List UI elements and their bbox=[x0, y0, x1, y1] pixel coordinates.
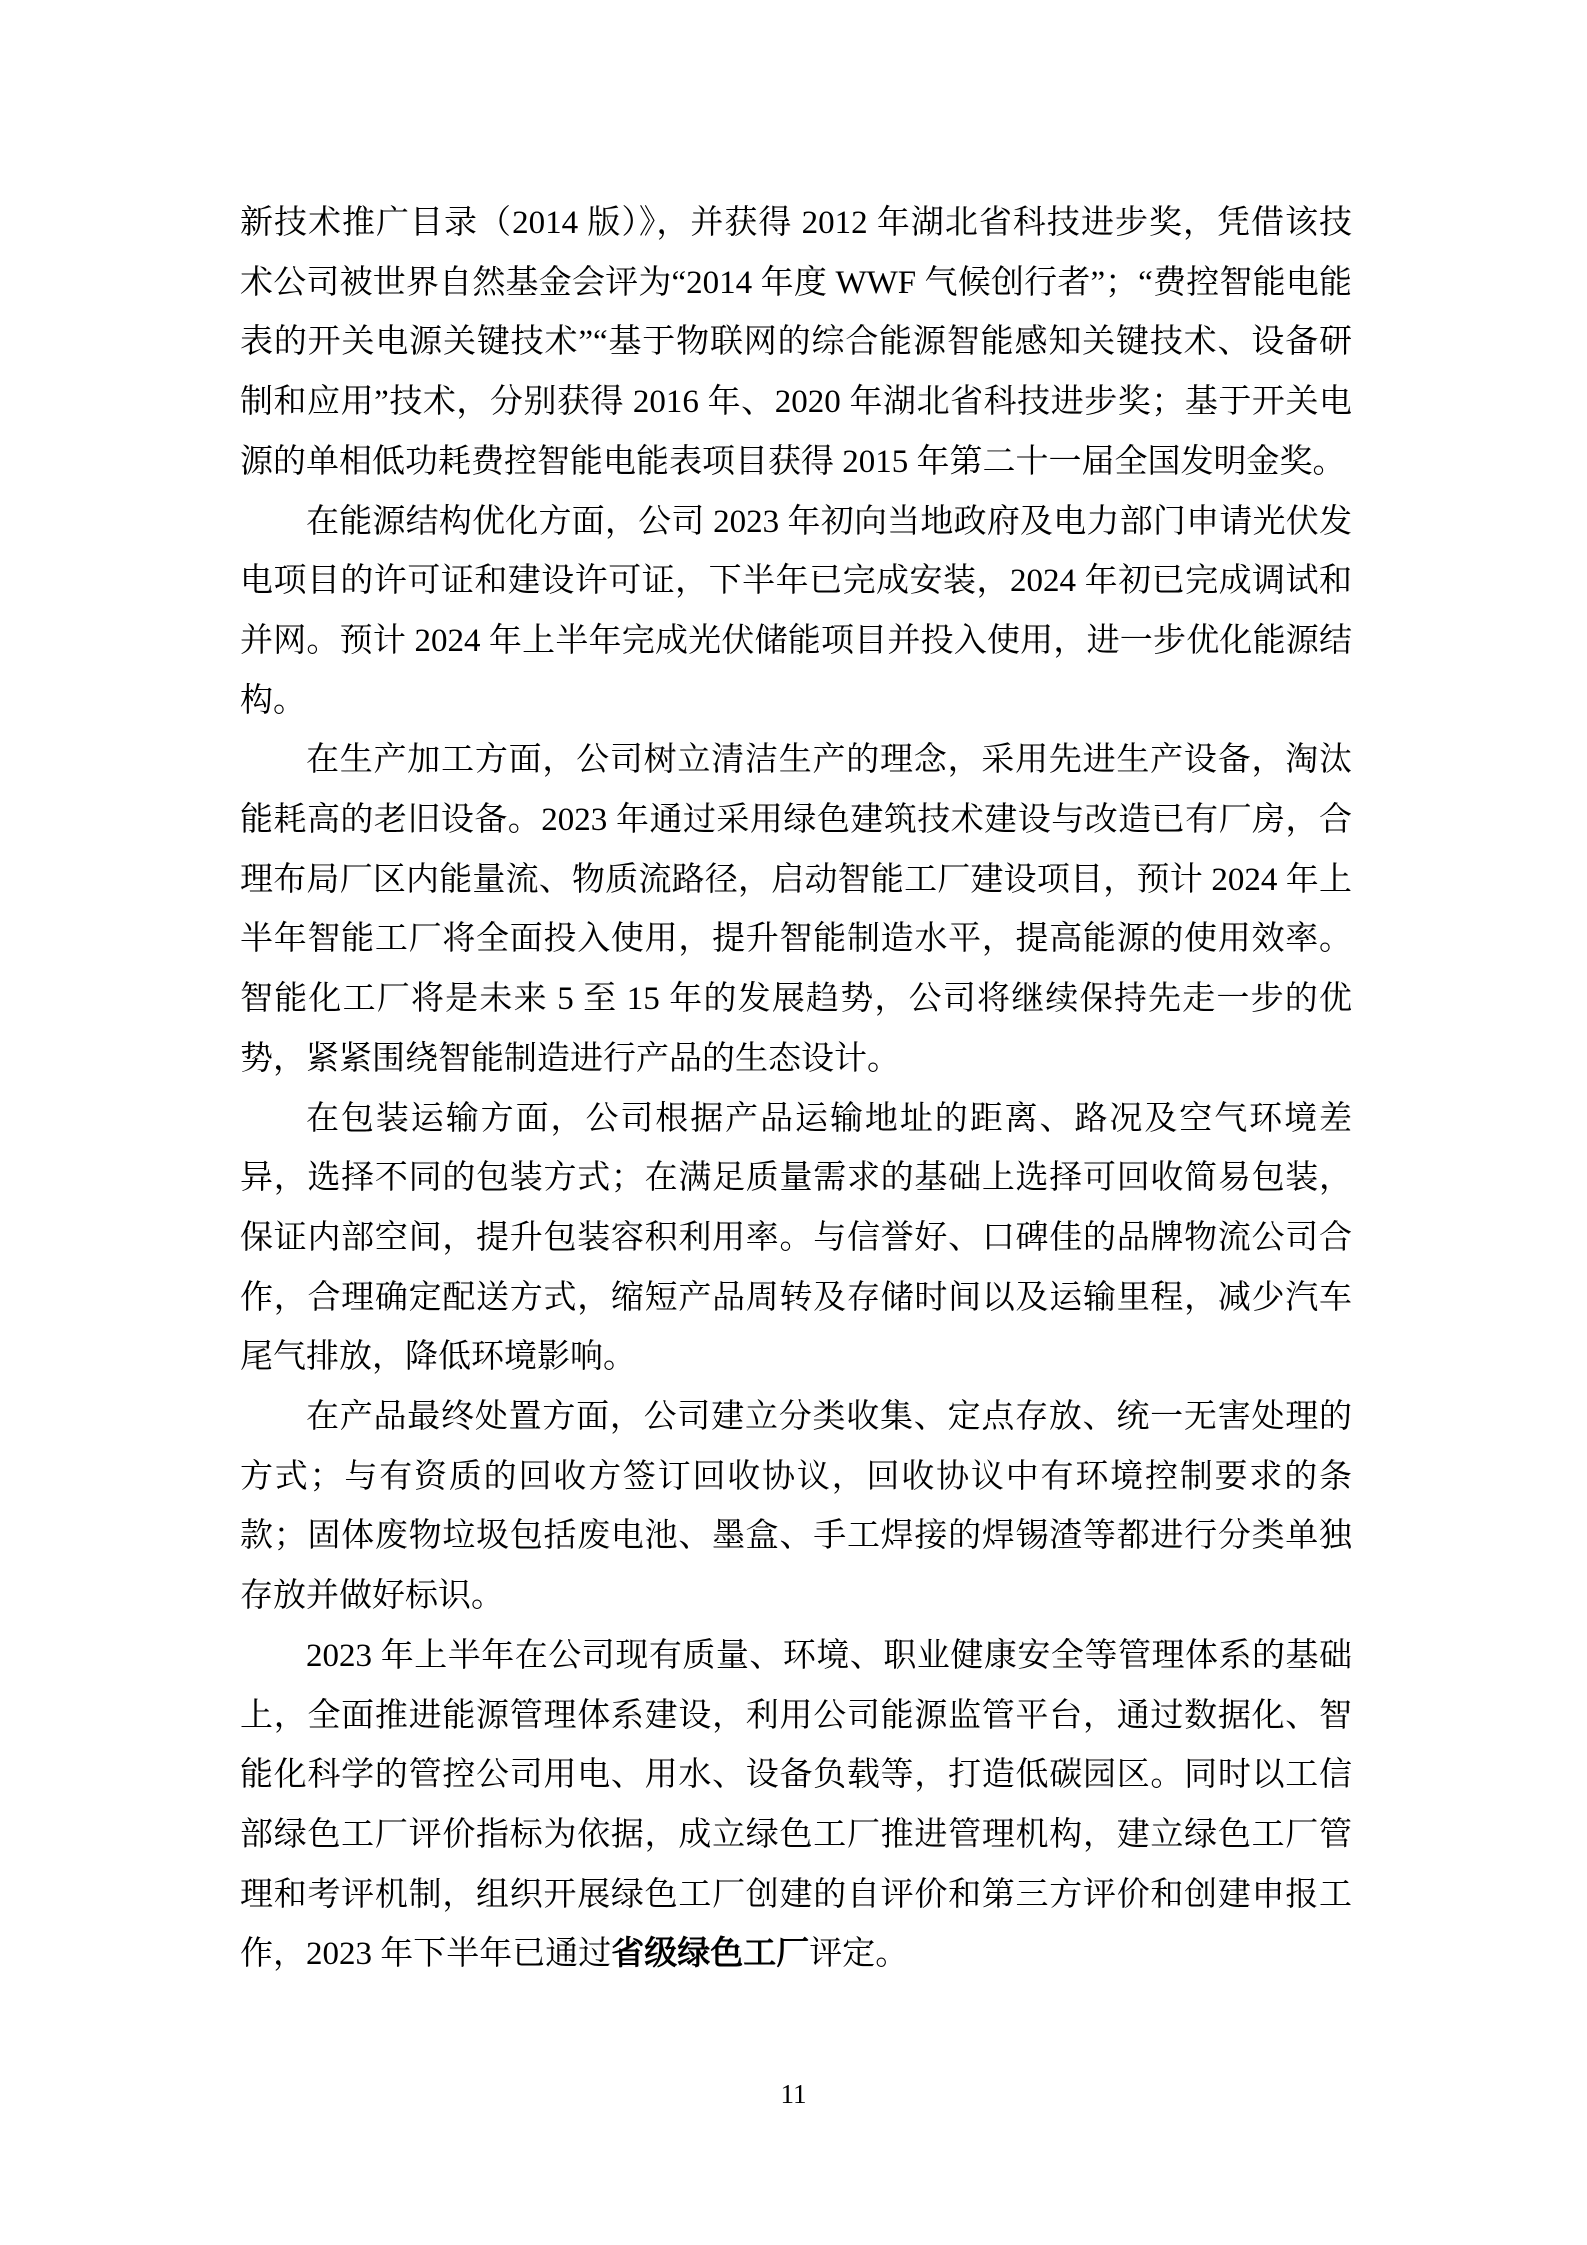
paragraph-energy-structure: 在能源结构优化方面，公司 2023 年初向当地政府及电力部门申请光伏发电项目的许可证和建设许可证，下半年已完成安装，2024 年初已完成调试和并网。预计 2024 年上半年完成光伏储能项目并投入使用，进一步优化能源结构。 bbox=[240, 503, 1352, 719]
provincial-green-factory-bold-text: 省级绿色工厂 bbox=[611, 1936, 810, 1973]
closing-paragraph-text-before: 2023 年上半年在公司现有质量、环境、职业健康安全等管理体系的基础上，全面推进能源管理体系建设，利用公司能源监管平台，通过数据化、智能化科学的管控公司用电、用水、设备负载等，打造低碳园区。同时以工信部绿色工厂评价指标为依据，成立绿色工厂推进管理机构，建立绿色工厂管理和考评机制，组织开展绿色工厂创建的自评价和第三方评价和创建申报工作，2023 年下半年已通过 bbox=[240, 1637, 1352, 1973]
paragraph-final-disposal: 在产品最终处置方面，公司建立分类收集、定点存放、统一无害处理的方式；与有资质的回收方签订回收协议，回收协议中有环境控制要求的条款；固体废物垃圾包括废电池、墨盒、手工焊接的焊锡渣等都进行分类单独存放并做好标识。 bbox=[240, 1399, 1352, 1615]
paragraph-production-processing: 在生产加工方面，公司树立清洁生产的理念，采用先进生产设备，淘汰能耗高的老旧设备。2023 年通过采用绿色建筑技术建设与改造已有厂房，合理布局厂区内能量流、物质流路径，启动智能工厂建设项目，预计 2024 年上半年智能工厂将全面投入使用，提升智能制造水平，提高能源的使用效率。智能化工厂将是未来 5 至 15 年的发展趋势，公司将继续保持先走一步的优势，紧紧围绕智能制造进行产品的生态设计。 bbox=[240, 742, 1352, 1077]
paragraph-management-system bbox=[240, 1627, 1352, 1985]
closing-paragraph-text-after: 评定。 bbox=[809, 1936, 909, 1973]
paragraph-awards-continuation: 新技术推广目录（2014 版）》，并获得 2012 年湖北省科技进步奖，凭借该技术公司被世界自然基金会评为“2014 年度 WWF 气候创行者”；“费控智能电能表的开关电源关键技术”“基于物联网的综合能源智能感知关键技术、设备研制和应用”技术，分别获得 2016 年、2020 年湖北省科技进步奖；基于开关电源的单相低功耗费控智能电能表项目获得 2015 年第二十一届全国发明金奖。 bbox=[240, 205, 1352, 480]
page-number: 11 bbox=[780, 2079, 807, 2109]
paragraph-packaging-transport: 在包装运输方面，公司根据产品运输地址的距离、路况及空气环境差异，选择不同的包装方式；在满足质量需求的基础上选择可回收简易包装，保证内部空间，提升包装容积利用率。与信誉好、口碑佳的品牌物流公司合作，合理确定配送方式，缩短产品周转及存储时间以及运输里程，减少汽车尾气排放，降低环境影响。 bbox=[240, 1100, 1352, 1376]
document-body bbox=[240, 194, 1352, 1985]
